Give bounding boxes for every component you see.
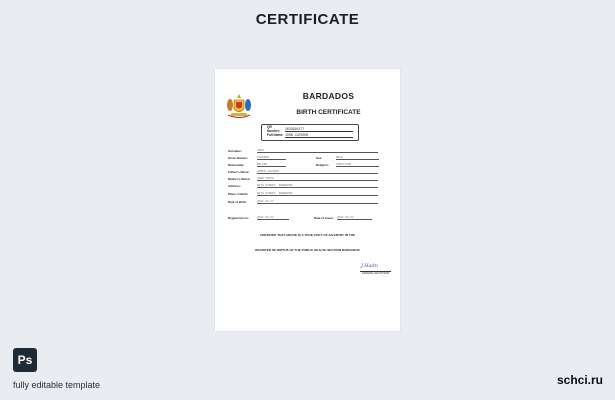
religion-field (316, 163, 379, 167)
signature-caption: GENERAL REGISTRAR (361, 272, 390, 275)
address-value: BETH STREET, BARBADOS (257, 184, 378, 189)
place-of-birth-label: Place of Birth: (228, 192, 249, 196)
date-of-birth-field (228, 200, 379, 204)
nationality-value: BELIZE (257, 163, 286, 168)
surname-value: JOHN (257, 149, 378, 154)
surname-label: Surname: (228, 149, 242, 153)
religion-value: CHRISTIAN (336, 163, 379, 168)
sex-label: Sex: (316, 156, 323, 160)
address-field (228, 184, 379, 188)
nationality-label: Nationality: (228, 163, 245, 167)
date-of-issue-value: 2021.03.21 (337, 216, 372, 221)
registered-on-label: Registered on: (228, 216, 250, 220)
country-name: BARDADOS (302, 91, 355, 101)
date-of-birth-value: 2021.03.17 (257, 200, 378, 205)
mothers-name-label: Mother's Name: (228, 177, 251, 181)
sex-value: MALE (336, 156, 379, 161)
fathers-name-value: JAMES CLESSON (257, 170, 378, 175)
document-title: BIRTH CERTIFICATE (296, 109, 361, 116)
registered-on-field (228, 216, 289, 220)
given-names-label: Given Names: (228, 156, 249, 160)
mothers-name-value: JANE SMITH (257, 177, 378, 182)
page-title: CERTIFICATE (255, 11, 360, 28)
certificate-preview (215, 69, 400, 331)
place-of-birth-value: BETH STREET, BARBADOS (257, 192, 378, 197)
full-name-value: JOHN CLESSON (285, 133, 353, 138)
date-of-issue-field (314, 216, 372, 220)
registrar-signature: J.Hadn (361, 263, 378, 269)
nationality-field (228, 163, 286, 167)
sex-field (316, 156, 379, 160)
address-label: Address: (228, 184, 242, 188)
photoshop-icon: Ps (13, 348, 37, 372)
religion-label: Religion: (316, 163, 329, 167)
place-of-birth-field (228, 192, 379, 196)
given-names-value: CLESSON (257, 156, 286, 161)
full-name-label: Full Name: (267, 133, 284, 137)
registered-on-value: 2021.03.21 (257, 216, 289, 221)
mothers-name-field (228, 177, 379, 181)
fields-area (215, 69, 400, 331)
surname-field (228, 149, 379, 153)
site-name: schci.ru (556, 373, 603, 387)
date-of-issue-label: Date of Issue: (314, 216, 334, 220)
register-statement: REGISTER OF BIRTHS OF THE PUBLIC HEALTH SECTION BARDADOS (255, 248, 360, 252)
certification-statement: CERTIFIED THAT ABOVE IS A TRUE COPY OF AN ENTRY IN THE (260, 233, 355, 237)
fathers-name-label: Father's Name: (228, 170, 250, 174)
qr-number-label: QR Number: (267, 125, 281, 133)
qr-number-value: 2033991277 (285, 127, 353, 132)
date-of-birth-label: Date of Birth: (228, 200, 247, 204)
fathers-name-field (228, 170, 379, 174)
template-caption: fully editable template (13, 380, 101, 390)
given-names-field (228, 156, 286, 160)
